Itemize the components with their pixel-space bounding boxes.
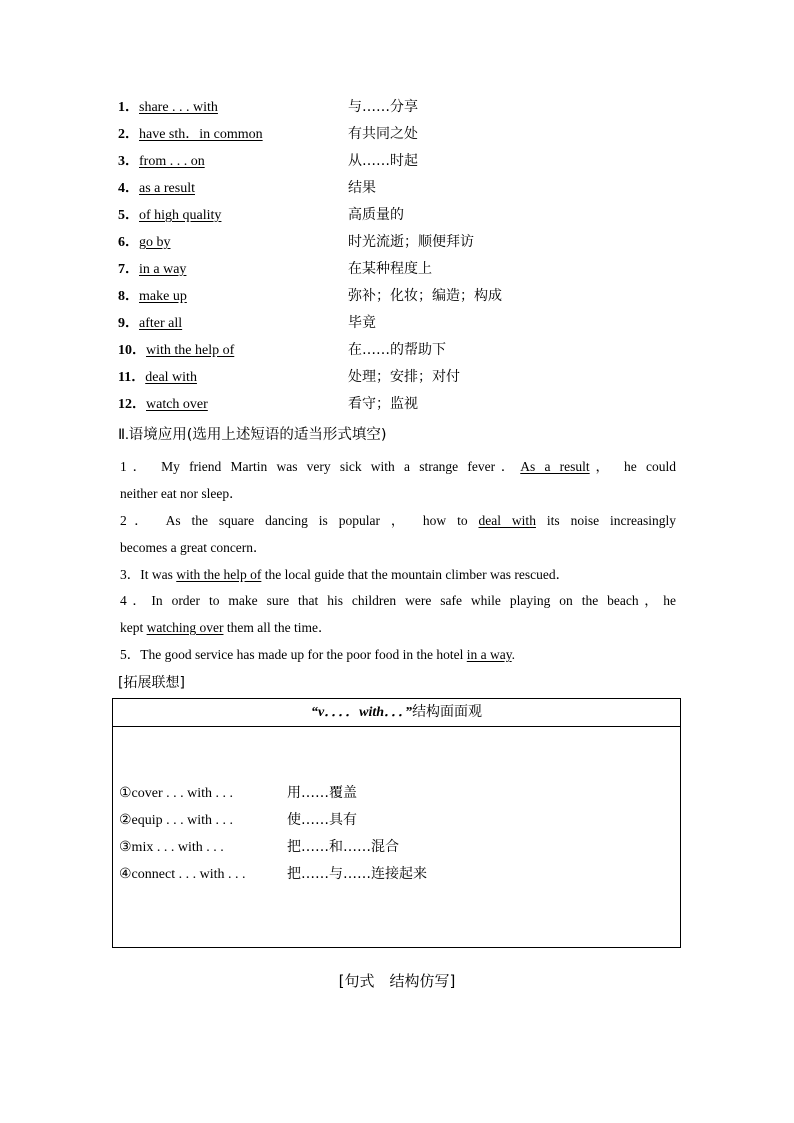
phrase-row	[118, 202, 718, 229]
section-heading	[118, 423, 387, 444]
structure-box	[112, 698, 681, 948]
exercise-text: neither eat nor sleep．	[120, 486, 243, 501]
phrase-chinese: 与……分享	[348, 99, 418, 115]
structure-box-title-pattern: “v．．．．with．．．”	[310, 705, 413, 720]
exercise-1-line-1	[120, 453, 676, 480]
structure-chinese: 用……覆盖	[287, 785, 357, 801]
phrase-english: with the help of	[146, 343, 235, 358]
phrase-number: 9．	[118, 316, 139, 331]
phrase-row	[118, 391, 718, 418]
exercise-text: .	[511, 647, 516, 662]
structure-item	[119, 780, 639, 807]
phrase-number: 10．	[118, 343, 146, 358]
phrase-row	[118, 283, 718, 310]
phrase-row	[118, 229, 718, 256]
exercise-4-line-1	[120, 587, 676, 614]
structure-item	[119, 834, 639, 861]
exercise-answer: in a way	[466, 647, 512, 662]
structure-chinese: 使……具有	[287, 812, 357, 828]
structure-item	[119, 861, 639, 888]
structure-box-title	[113, 699, 680, 727]
phrase-chinese: 高质量的	[348, 207, 404, 223]
phrase-chinese: 处理；安排；对付	[348, 369, 460, 385]
structure-english: ④connect . . . with . . .	[119, 867, 246, 882]
phrase-row	[118, 94, 718, 121]
phrase-number: 4．	[118, 181, 139, 196]
exercise-text: becomes a great concern．	[120, 540, 267, 555]
phrase-english: make up	[139, 289, 187, 304]
exercise-answer: As a result	[520, 459, 590, 474]
phrase-chinese: 时光流逝；顺便拜访	[348, 234, 474, 250]
structure-english: ①cover . . . with . . .	[119, 786, 234, 801]
phrase-row	[118, 310, 718, 337]
phrase-chinese: 看守；监视	[348, 396, 418, 412]
exercise-answer: watching over	[146, 620, 224, 635]
structure-english: ③mix . . . with . . .	[119, 840, 224, 855]
phrase-chinese: 毕竟	[348, 315, 376, 331]
exercise-text: kept	[120, 620, 147, 635]
exercise-text: its noise increasingly	[535, 513, 676, 528]
exercise-2-line-2	[120, 534, 676, 561]
phrase-english: have sth．in common	[139, 127, 263, 142]
exercise-5	[120, 641, 676, 668]
phrase-row	[118, 148, 718, 175]
phrase-number: 8．	[118, 289, 139, 304]
exercise-3	[120, 561, 676, 588]
phrase-chinese: 在……的帮助下	[348, 342, 446, 358]
phrase-row	[118, 121, 718, 148]
phrase-number: 7．	[118, 262, 139, 277]
phrase-row	[118, 256, 718, 283]
phrase-number: 6．	[118, 235, 139, 250]
phrase-chinese: 弥补；化妆；编造；构成	[348, 288, 502, 304]
structure-list	[119, 780, 639, 888]
exercise-1-line-2	[120, 480, 676, 507]
phrase-english: as a result	[139, 181, 195, 196]
phrase-number: 12．	[118, 397, 146, 412]
section-title: 语境应用(选用上述短语的适当形式填空)	[128, 427, 387, 443]
phrase-number: 2．	[118, 127, 139, 142]
structure-item	[119, 807, 639, 834]
phrase-chinese: 结果	[348, 180, 376, 196]
exercise-2-line-1	[120, 507, 676, 534]
exercise-text: 2． As the square dancing is popular ， how to	[120, 513, 479, 528]
exercise-text: 4．In order to make sure that his children were safe while playing on the beach，he	[120, 593, 676, 608]
phrase-english: share . . . with	[139, 100, 218, 115]
phrase-number: 1．	[118, 100, 139, 115]
phrase-number: 3．	[118, 154, 139, 169]
structure-chinese: 把……和……混合	[287, 839, 399, 855]
phrase-chinese: 有共同之处	[348, 126, 418, 142]
structure-english: ②equip . . . with . . .	[119, 813, 234, 828]
phrase-row	[118, 337, 718, 364]
exercise-text: 5．The good service has made up for the poor food in the hotel	[120, 647, 467, 662]
phrase-row	[118, 175, 718, 202]
phrase-english: watch over	[146, 397, 208, 412]
phrase-number: 11．	[118, 370, 146, 385]
phrase-english: in a way	[139, 262, 187, 277]
phrase-row	[118, 364, 718, 391]
phrase-chinese: 从……时起	[348, 153, 418, 169]
exercise-answer: with the help of	[176, 567, 262, 582]
phrase-list	[118, 94, 718, 418]
phrase-number: 5．	[118, 208, 139, 223]
phrase-chinese: 在某种程度上	[348, 261, 432, 277]
phrase-english: deal with	[145, 370, 197, 385]
next-section-heading: [句式 结构仿写]	[338, 972, 456, 990]
section-roman-numeral: Ⅱ.	[118, 427, 129, 443]
exercise-text: the local guide that the mountain climber was rescued．	[261, 567, 570, 582]
exercise-text: ， he could	[589, 459, 676, 474]
exercise-4-line-2	[120, 614, 676, 641]
structure-chinese: 把……与……连接起来	[287, 866, 427, 882]
extension-label: [拓展联想]	[118, 675, 185, 691]
exercise-text: 1． My friend Martin was very sick with a strange fever．	[120, 459, 521, 474]
exercise-answer: deal with	[478, 513, 536, 528]
phrase-english: of high quality	[139, 208, 222, 223]
structure-box-title-text: 结构面面观	[412, 704, 483, 720]
exercise-text: 3．It was	[120, 567, 177, 582]
exercise-text: them all the time．	[223, 620, 332, 635]
phrase-english: from . . . on	[139, 154, 205, 169]
phrase-english: after all	[139, 316, 183, 331]
phrase-english: go by	[139, 235, 171, 250]
